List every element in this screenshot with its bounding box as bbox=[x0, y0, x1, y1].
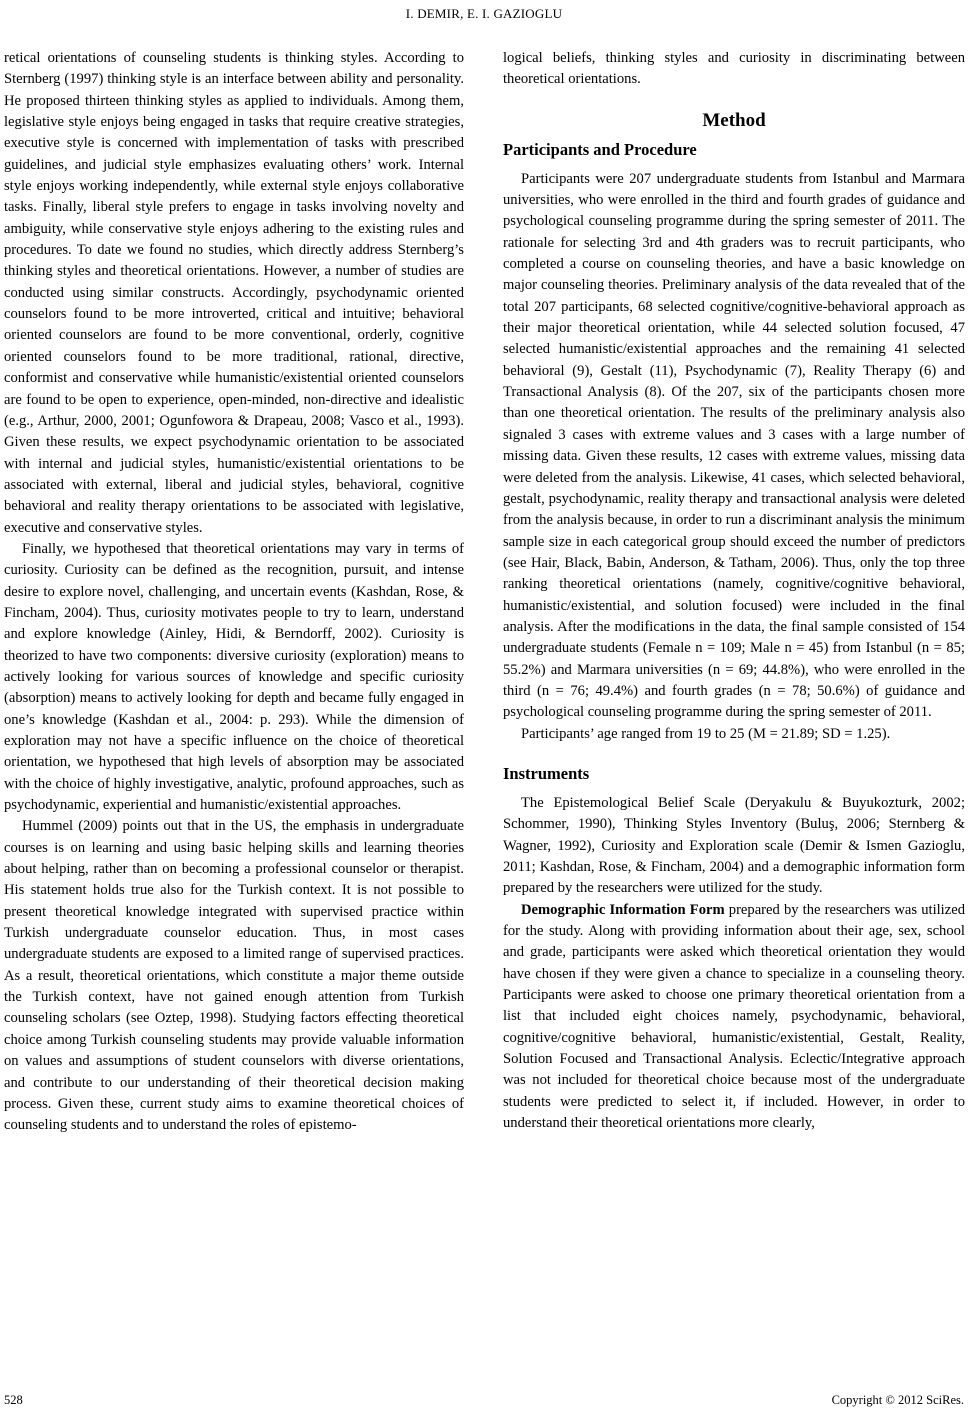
left-column bbox=[4, 48, 464, 1137]
participants-paragraph: Participants were 207 undergraduate students from Istanbul and Marmara universities, who were enrolled in the third and fourth grades of guidance and psychological counseling programme during the spring semester of 2011. The rationale for selecting 3rd and 4th graders was to recruit participants, who completed a course on counseling theories, and have a basic knowledge on major counseling theories. Preliminary analysis of the data revealed that of the total 207 participants, 68 selected cognitive/cognitive-behavioral approach as their major theoretical orientation, while 44 selected solution focused, 47 selected humanistic/existential approaches and the remaining 41 selected behavioral (9), Gestalt (11), Psychodynamic (7), Reality Therapy (6) and Transactional Analysis (8). Of the 207, six of the participants chosen more than one theoretical orientation. The results of the preliminary analysis also signaled 3 cases with extreme values and 3 cases with a large number of missing data. Given these results, 12 cases with extreme values, missing data were deleted from the analysis. Likewise, 41 cases, which selected behavioral, gestalt, psychodynamic, reality therapy and transactional analysis were deleted from the analysis because, in order to run a discriminant analysis the minimum sample size in each categorical group should exceed the number of predictors (see Hair, Black, Babin, Anderson, & Tatham, 2006). Thus, only the top three ranking theoretical orientations (namely, cognitive/cognitive behavioral, humanistic/existential, and solution focused) were included in the final analysis. After the modifications in the data, the final sample consisted of 154 undergraduate students (Female n = 109; Male n = 45) from Istanbul (n = 85; 55.2%) and Marmara universities (n = 69; 44.8%), who were enrolled in the third (n = 76; 49.4%) and fourth grades (n = 78; 50.6%) of guidance and psychological counseling programme during the spring semester of 2011. bbox=[503, 170, 965, 721]
method-heading: Method bbox=[702, 109, 766, 131]
left-paragraph-2: Finally, we hypothesed that theoretical orientations may vary in terms of curiosity. Curiosity can be defined as the recognition, pursuit, and intense desire to explore novel, challenging, and uncertain events (Kashdan, Rose, & Fincham, 2004). Thus, curiosity motivates people to try to learn, understand and explore knowledge (Ainley, Hidi, & Berndorff, 2002). Curiosity is theorized to have two components: diversive curiosity (exploration) means to actively looking for various sources of knowledge and specific curiosity (absorption) means to actively looking for depth and became fully engaged in one’s knowledge (Kashdan et al., 2004: p. 293). While the dimension of exploration may not have a specific influence on the choice of theoretical orientation, we hypothesed that high levels of absorption may be associated with the choice of highly investigative, analytic, profound approaches, such as psychodynamic, experiential and humanistic/existential approaches. bbox=[4, 540, 464, 814]
participants-heading: Participants and Procedure bbox=[503, 139, 697, 159]
running-head: I. DEMIR, E. I. GAZIOGLU bbox=[405, 6, 563, 21]
page-number: 528 bbox=[4, 1393, 23, 1407]
demographic-form-text: prepared by the researchers was utilized for the study. Along with providing information about their age, sex, school and grade, participants were asked which theoretical orientation they would have chosen if they were given a chance to specialize in a counseling theory. Participants were asked to choose one primary theoretical orientation from a list that included eight choices namely, psychodynamic, behavioral, cognitive/cognitive behavioral, humanistic/existential, Gestalt, Reality, Solution Focused and Transactional Analysis. Eclectic/Integrative approach was not included for theoretical choice because most of the undergraduate students were predicted to select it, if included. However, in order to understand their theoretical orientations more clearly, bbox=[503, 901, 965, 1132]
demographic-paragraph bbox=[503, 900, 965, 1135]
instruments-paragraph: The Epistemological Belief Scale (Deryakulu & Buyukozturk, 2002; Schommer, 1990), Thinking Styles Inventory (Buluş, 2006; Sternberg & Wagner, 1992), Curiosity and Exploration scale (Demir & Ismen Gazioglu, 2011; Kashdan, Rose, & Fincham, 2004) and a demographic information form prepared by the researchers were utilized for the study. bbox=[503, 794, 965, 897]
demographic-form-runin: Demographic Information Form bbox=[521, 901, 725, 918]
left-paragraph-3: Hummel (2009) points out that in the US, the emphasis in undergraduate courses is on learning and using basic helping skills and learning theories about helping, rather than on becoming a professional counselor or therapist. His statement holds true also for the Turkish context. It is not possible to present theoretical knowledge integrated with supervised practice within Turkish undergraduate counselor education. Thus, in most cases undergraduate students are exposed to a limited range of supervised practices. As a result, theoretical orientations, which constitute a major theme outside the Turkish context, have not gained enough attention from Turkish counseling scholars (see Oztep, 1998). Studying factors effecting theoretical choice among Turkish counseling students may provide valuable information on values and assumptions of student counselors with diverse orientations, and contribute to our understanding of their theoretical decision making process. Given these, current study aims to examine theoretical choices of counseling students and to understand the roles of epistemo- bbox=[4, 818, 464, 1134]
age-paragraph: Participants’ age ranged from 19 to 25 (M = 21.89; SD = 1.25). bbox=[521, 725, 891, 742]
instruments-heading: Instruments bbox=[503, 763, 590, 783]
left-paragraph-1: retical orientations of counseling students is thinking styles. According to Sternberg (1997) thinking style is an interface between ability and personality. He proposed thirteen thinking styles as applied to individuals. Among them, legislative style enjoys being engaged in tasks that require creative strategies, executive style is concerned with implementation of tasks with prescribed guidelines, and judicial style emphasizes evaluating others’ work. Internal style enjoys working independently, while external style enjoys collaborative tasks. Finally, liberal style prefers to engage in tasks involving novelty and ambiguity, while conservative style enjoys adhering to the existing rules and procedures. To date we found no studies, which directly address Sternberg’s thinking styles and theoretical orientations. However, a number of studies are conducted using similar constructs. Accordingly, psychodynamic oriented counselors found to be more introverted, critical and intuitive; behavioral oriented counselors are found to be more conventional, orderly, cognitive oriented counselors found to be more traditional, rational, directive, conformist and conservative while humanistic/existential oriented counselors are found to be open to experience, open-minded, non-directive and idealistic (e.g., Arthur, 2000, 2001; Ogunfowora & Drapeau, 2008; Vasco et al., 1993). Given these results, we expect psychodynamic orientation to be associated with internal and judicial styles, humanistic/existential orientations to be associated with external, liberal and judicial styles, behavioral, cognitive behavioral and reality therapy orientations to be associated with legislative, executive and conservative styles. bbox=[4, 50, 464, 536]
right-column bbox=[503, 48, 965, 1134]
right-paragraph-0: logical beliefs, thinking styles and curiosity in discriminating between theoretical orientations. bbox=[503, 50, 965, 88]
copyright-notice: Copyright © 2012 SciRes. bbox=[831, 1393, 964, 1407]
